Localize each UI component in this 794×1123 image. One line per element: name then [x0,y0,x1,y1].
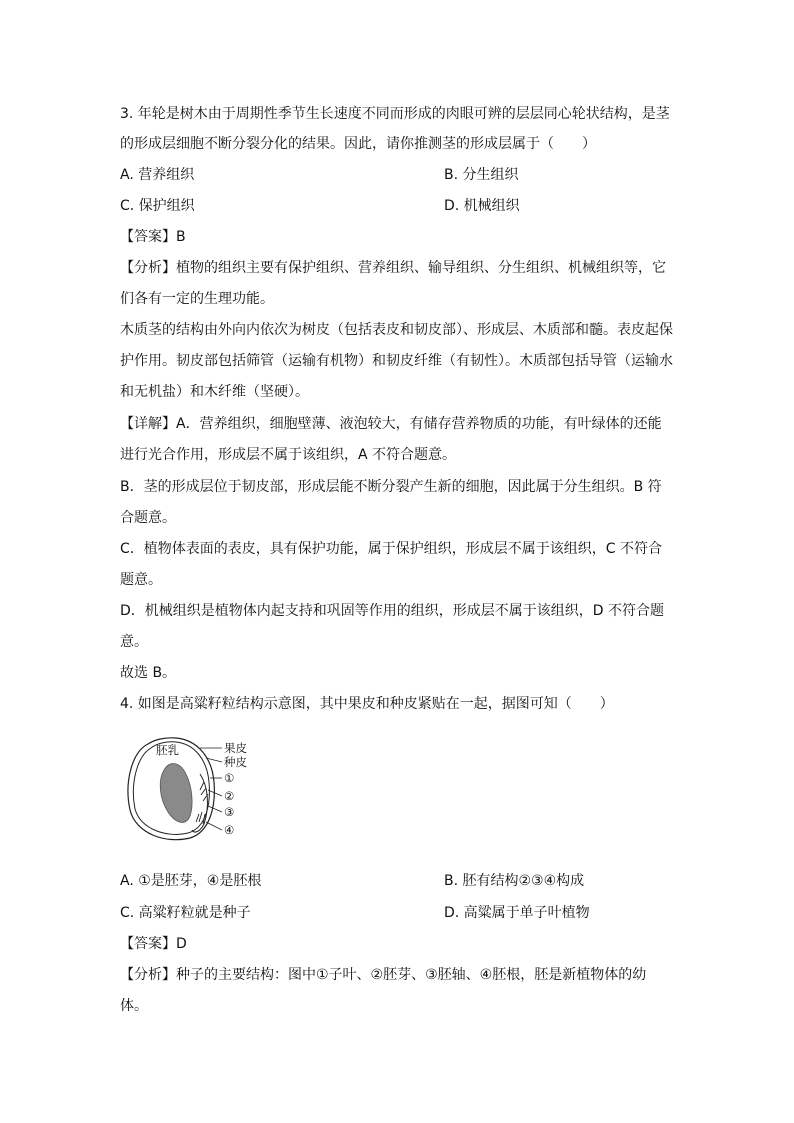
q3-option-d: D. 机械组织 [444,198,520,214]
q3-detail-line-5: C．植物体表面的表皮，具有保护功能，属于保护组织，形成层不属于该组织，C 不符合 [120,541,662,557]
q3-option-a: A. 营养组织 [120,167,195,183]
label-4: ④ [224,823,235,837]
q3-analysis-line-2: 们各有一定的生理功能。 [120,291,274,307]
leader-3 [208,806,222,812]
label-pericarp: 果皮 [224,741,247,755]
q3-analysis-line-5: 和无机盐）和木纤维（坚硬）。 [120,384,309,400]
embryo-radicle [196,812,205,824]
q3-stem-line-2: 的形成层细胞不断分裂分化的结果。因此，请你推测茎的形成层属于（ ） [120,136,596,152]
q3-detail-line-7: D．机械组织是植物体内起支持和巩固等作用的组织，形成层不属于该组织，D 不符合题 [120,603,665,619]
q4-analysis-line-1: 【分析】种子的主要结构：图中①子叶、②胚芽、③胚轴、④胚根，胚是新植物体的幼 [120,967,647,983]
leader-4 [206,822,222,830]
embryo-outline [192,774,207,832]
q3-detail-line-3: B．茎的形成层位于韧皮部，形成层能不断分裂产生新的细胞，因此属于分生组织。B 符 [120,479,662,495]
q4-analysis-line-2: 体。 [120,998,148,1014]
label-2: ② [224,789,235,803]
q3-option-c: C. 保护组织 [120,198,195,214]
q3-option-b: B. 分生组织 [444,167,519,183]
q3-answer: 【答案】B [120,229,186,245]
q3-analysis-line-4: 护作用。韧皮部包括筛管（运输有机物）和韧皮纤维（有韧性）。木质部包括导管（运输水 [120,353,673,369]
q3-analysis-line-3: 木质茎的结构由外向内依次为树皮（包括表皮和韧皮部）、形成层、木质部和髓。表皮起保 [120,322,673,338]
q3-analysis-line-1: 【分析】植物的组织主要有保护组织、营养组织、输导组织、分生组织、机械组织等，它 [120,260,666,276]
q3-stem-line-1: 3. 年轮是树木由于周期性季节生长速度不同而形成的肉眼可辨的层层同心轮状结构，是茎 [120,106,670,122]
q4-option-a: A. ①是胚芽，④是胚根 [120,873,262,889]
q4-option-b: B. 胚有结构②③④构成 [444,873,585,889]
sorghum-grain-diagram [124,734,264,846]
q3-detail-line-1: 【详解】A．营养组织，细胞壁薄、液泡较大，有储存营养物质的功能，有叶绿体的还能 [120,416,662,432]
q4-stem: 4. 如图是高粱籽粒结构示意图，其中果皮和种皮紧贴在一起，据图可知（ ） [120,696,614,712]
label-endosperm: 胚乳 [156,743,179,757]
q3-detail-line-2: 进行光合作用，形成层不属于该组织，A 不符合题意。 [120,447,457,463]
label-1: ① [224,771,235,785]
leader-2 [208,790,222,796]
q3-detail-line-9: 故选 B。 [120,665,177,681]
q3-detail-line-4: 合题意。 [120,510,176,526]
q4-answer: 【答案】D [120,936,187,952]
q3-detail-line-6: 题意。 [120,572,162,588]
q3-detail-line-8: 意。 [120,634,148,650]
endosperm-shading [160,764,192,823]
label-3: ③ [224,805,235,819]
label-seed-coat: 种皮 [224,755,247,769]
q4-option-d: D. 高粱属于单子叶植物 [444,905,590,921]
q4-option-c: C. 高粱籽粒就是种子 [120,905,251,921]
